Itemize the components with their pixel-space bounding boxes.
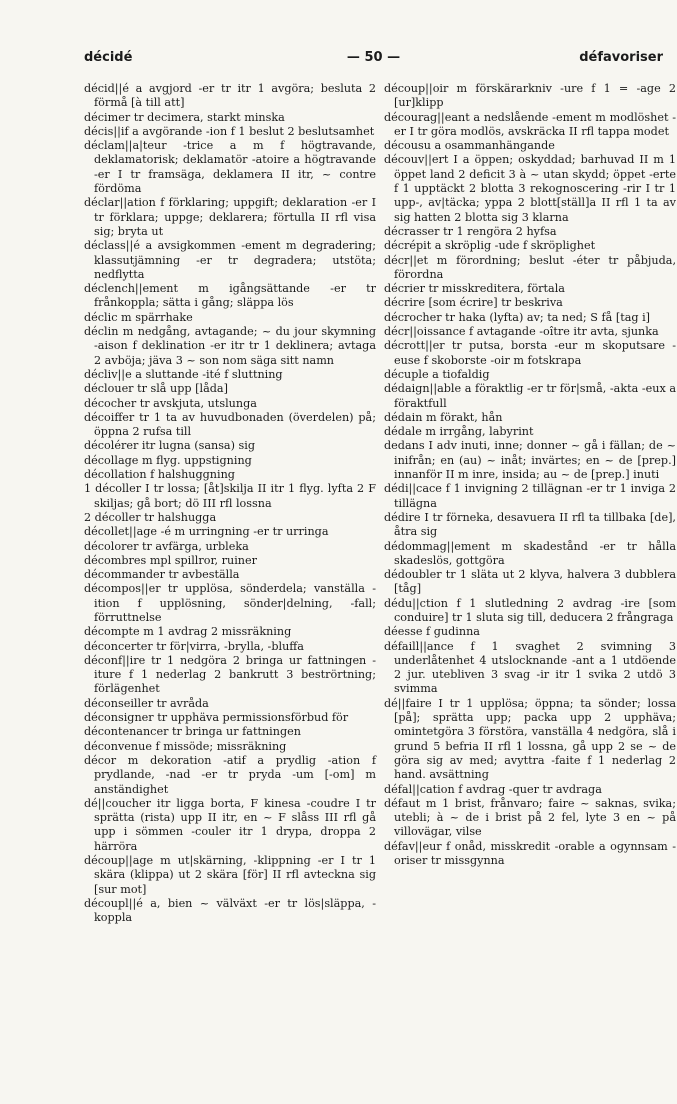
dictionary-entry: décompos||er tr upplösa, sönderdela; vanställa -ition f upplösning, sönder|delning, -fall; förruttnelse (84, 582, 376, 624)
dictionary-entry: défal||cation f avdrag -quer tr avdraga (384, 782, 602, 796)
dictionary-entry: déclam||a|teur -trice a m f högtravande, deklamatorisk; deklamatör -atoire a högtravande -er I tr framsäga, deklamera II itr, ~ contre fördöma (84, 139, 376, 196)
dictionary-entry: découp||age m ut|skärning, -klippning -er I tr 1 skära (klippa) ut 2 skära [för] II rfl avteckna sig [sur mot] (84, 854, 376, 896)
dictionary-entry: décocher tr avskjuta, utslunga (84, 396, 257, 410)
dictionary-entry: déconseiller tr avråda (84, 696, 209, 710)
dictionary-entry: déesse f gudinna (384, 625, 480, 639)
dictionary-entry: dédu||ction f 1 slutledning 2 avdrag -ire [som conduire] tr 1 sluta sig till, deducera 2 frångraga (384, 596, 676, 624)
dictionary-entry: décollage m flyg. uppstigning (84, 453, 252, 467)
dictionary-entry: décombres mpl spillror, ruiner (84, 553, 257, 567)
dictionary-entry: découpl||é a, bien ~ välväxt -er tr lös|släppa, -koppla (84, 896, 376, 925)
dictionary-entry: décousu a osammanhängande (384, 139, 555, 153)
dictionary-entry: décis||if a avgörande -ion f 1 beslut 2 beslutsamhet (84, 124, 375, 138)
dictionary-entry: dédain m förakt, hån (384, 410, 503, 424)
dictionary-entry: déconsigner tr upphäva permissionsförbud för (84, 711, 349, 725)
dictionary-entry: décrasser tr 1 rengöra 2 hyfsa (384, 224, 557, 238)
dictionary-entry: décr||et m förordning; beslut -éter tr påbjuda, förordna (384, 253, 676, 281)
dictionary-entry: dé||coucher itr ligga borta, F kinesa -coudre I tr sprätta (rista) upp II itr, en ~ F slåss III rfl gå upp i sömmen -couler itr 1 drypa, droppa 2 härröra (84, 796, 376, 853)
dictionary-entry: dédi||cace f 1 invigning 2 tillägnan -er tr 1 inviga 2 tillägna (384, 482, 676, 510)
dictionary-entry: décid||é a avgjord -er tr itr 1 avgöra; besluta 2 förmå [à till att] (84, 82, 376, 110)
dictionary-entry: dédire I tr förneka, desavuera II rfl ta tillbaka [de], åtra sig (384, 510, 676, 539)
dictionary-entry: décollet||age -é m urringning -er tr urringa (84, 525, 329, 539)
dictionary-entry: décuple a tiofaldig (384, 367, 490, 381)
dictionary-entry: défaut m 1 brist, frånvaro; faire ~ saknas, svika; utebli; à ~ de i brist på 2 fel, lyte 3 en ~ på villovägar, vilse (384, 796, 676, 839)
dictionary-entry: décontenancer tr bringa ur fattningen (84, 725, 301, 739)
dictionary-entry: dedans I adv inuti, inne; donner ~ gå i fällan; de ~ inifrån; en (au) ~ inåt; invärtes; en ~ de [prep.] innanför II m inre, insida; au ~ de [prep.] inuti (384, 439, 676, 482)
dictionary-entry: décimer tr decimera, starkt minska (84, 110, 285, 124)
dictionary-entry: déclench||ement m igångsättande -er tr frånkoppla; sätta i gång; släppa lös (84, 282, 376, 310)
dictionary-entry: décrocher tr haka (lyfta) av; ta ned; S få [tag i] (384, 310, 651, 324)
dictionary-entry: dédaign||able a föraktlig -er tr för|små, -akta -eux a föraktfull (384, 382, 676, 410)
dictionary-entry: déconvenue f missöde; missräkning (84, 739, 287, 753)
dictionary-entry: découv||ert I a öppen; oskyddad; barhuvad II m 1 öppet land 2 deficit 3 à ~ utan skydd; öppet -erte f 1 upptäckt 2 blotta 3 rekognoscering -rir I tr 1 upp-, av|täcka; yppa 2 blott[ställ]a II rfl 1 ta av sig hatten 2 blotta sig 3 klarna (384, 153, 676, 224)
dictionary-entry: dédoubler tr 1 släta ut 2 klyva, halvera 3 dubblera [tåg] (384, 568, 676, 596)
dictionary-entry: décolérer itr lugna (sansa) sig (84, 439, 256, 453)
dictionary-entry: décolorer tr avfärga, urbleka (84, 539, 249, 553)
dictionary-entry: 1 décoller I tr lossa; [åt]skilja II itr 1 flyg. lyfta 2 F skiljas; gå bort; dö III rfl lossna (84, 482, 376, 510)
dictionary-entry: découp||oir m förskärarkniv -ure f 1 = -age 2 [ur]klipp (384, 82, 676, 110)
dictionary-entry: décrier tr misskreditera, förtala (384, 282, 565, 296)
dictionary-entry: dé||faire I tr 1 upplösa; öppna; ta sönder; lossa [på]; sprätta upp; packa upp 2 upphäva; omintetgöra 3 förstöra, vanställa 4 nedgöra, slå i grund 5 befria II rfl 1 lossna, gå upp 2 se ~ de göra sig av med; avyttra -faite f 1 nederlag 2 hand. avsättning (384, 696, 676, 782)
dictionary-entry: décommander tr avbeställa (84, 568, 240, 582)
page-header (84, 50, 663, 72)
dictionary-entry: déclouer tr slå upp [låda] (84, 382, 228, 396)
dictionary-entry: décor m dekoration -atif a prydlig -ation f prydlande, -nad -er tr pryda -um [-om] m anständighet (84, 753, 376, 796)
dictionary-entry: décliv||e a sluttande -ité f sluttning (84, 367, 283, 381)
header-right-guide-word: défavoriser (579, 50, 663, 65)
header-left-guide-word: décidé (84, 50, 133, 65)
dictionary-entry: dédale m irrgång, labyrint (384, 425, 534, 439)
dictionary-entry: déconcerter tr för|virra, -brylla, -bluffa (84, 639, 304, 653)
right-column (384, 82, 676, 868)
dictionary-entry: décompte m 1 avdrag 2 missräkning (84, 625, 292, 639)
dictionary-entry: décrire [som écrire] tr beskriva (384, 296, 563, 310)
dictionary-entry: dédommag||ement m skadestånd -er tr hålla skadeslös, gottgöra (384, 539, 676, 567)
dictionary-entry: déclass||é a avsigkommen -ement m degradering; klassutjämning -er tr degradera; utstöta; nedflytta (84, 239, 376, 281)
dictionary-entry: déconf||ire tr 1 nedgöra 2 bringa ur fattningen -iture f 1 nederlag 2 bankrutt 3 beströrtning; förlägenhet (84, 653, 376, 696)
dictionary-entry: décrépit a skröplig -ude f skröplighet (384, 239, 596, 253)
dictionary-entry: défav||eur f onåd, misskredit -orable a ogynnsam -oriser tr missgynna (384, 839, 676, 868)
dictionary-entry: décoiffer tr 1 ta av huvudbonaden (överdelen) på; öppna 2 rufsa till (84, 410, 376, 439)
dictionary-entry: décr||oissance f avtagande -oître itr avta, sjunka (384, 325, 659, 339)
dictionary-entry: déclic m spärrhake (84, 310, 193, 324)
dictionary-entry: décrott||er tr putsa, borsta -eur m skoputsare -euse f skoborste -oir m fotskrapa (384, 339, 676, 367)
page-number: — 50 — (346, 50, 401, 65)
dictionary-entry: décourag||eant a nedslående -ement m modlöshet -er I tr göra modlös, avskräcka II rfl tappa modet (384, 110, 676, 138)
dictionary-entry: déclar||ation f förklaring; uppgift; deklaration -er I tr förklara; uppge; deklarera; förtulla II rfl visa sig; bryta ut (84, 196, 376, 238)
dictionary-entry: décollation f halshuggning (84, 468, 235, 482)
dictionary-entry: 2 décoller tr halshugga (84, 510, 217, 524)
dictionary-entry: défaill||ance f 1 svaghet 2 svimning 3 underlåtenhet 4 utslocknande -ant a 1 utdöende 2 jur. utebliven 3 svag -ir itr 1 svika 2 utdö 3 svimma (384, 639, 676, 696)
left-column (84, 82, 376, 926)
dictionary-entry: déclin m nedgång, avtagande; ~ du jour skymning -aison f deklination -er itr tr 1 deklinera; avtaga 2 avböja; jäva 3 ~ son nom säga sitt namn (84, 325, 376, 367)
